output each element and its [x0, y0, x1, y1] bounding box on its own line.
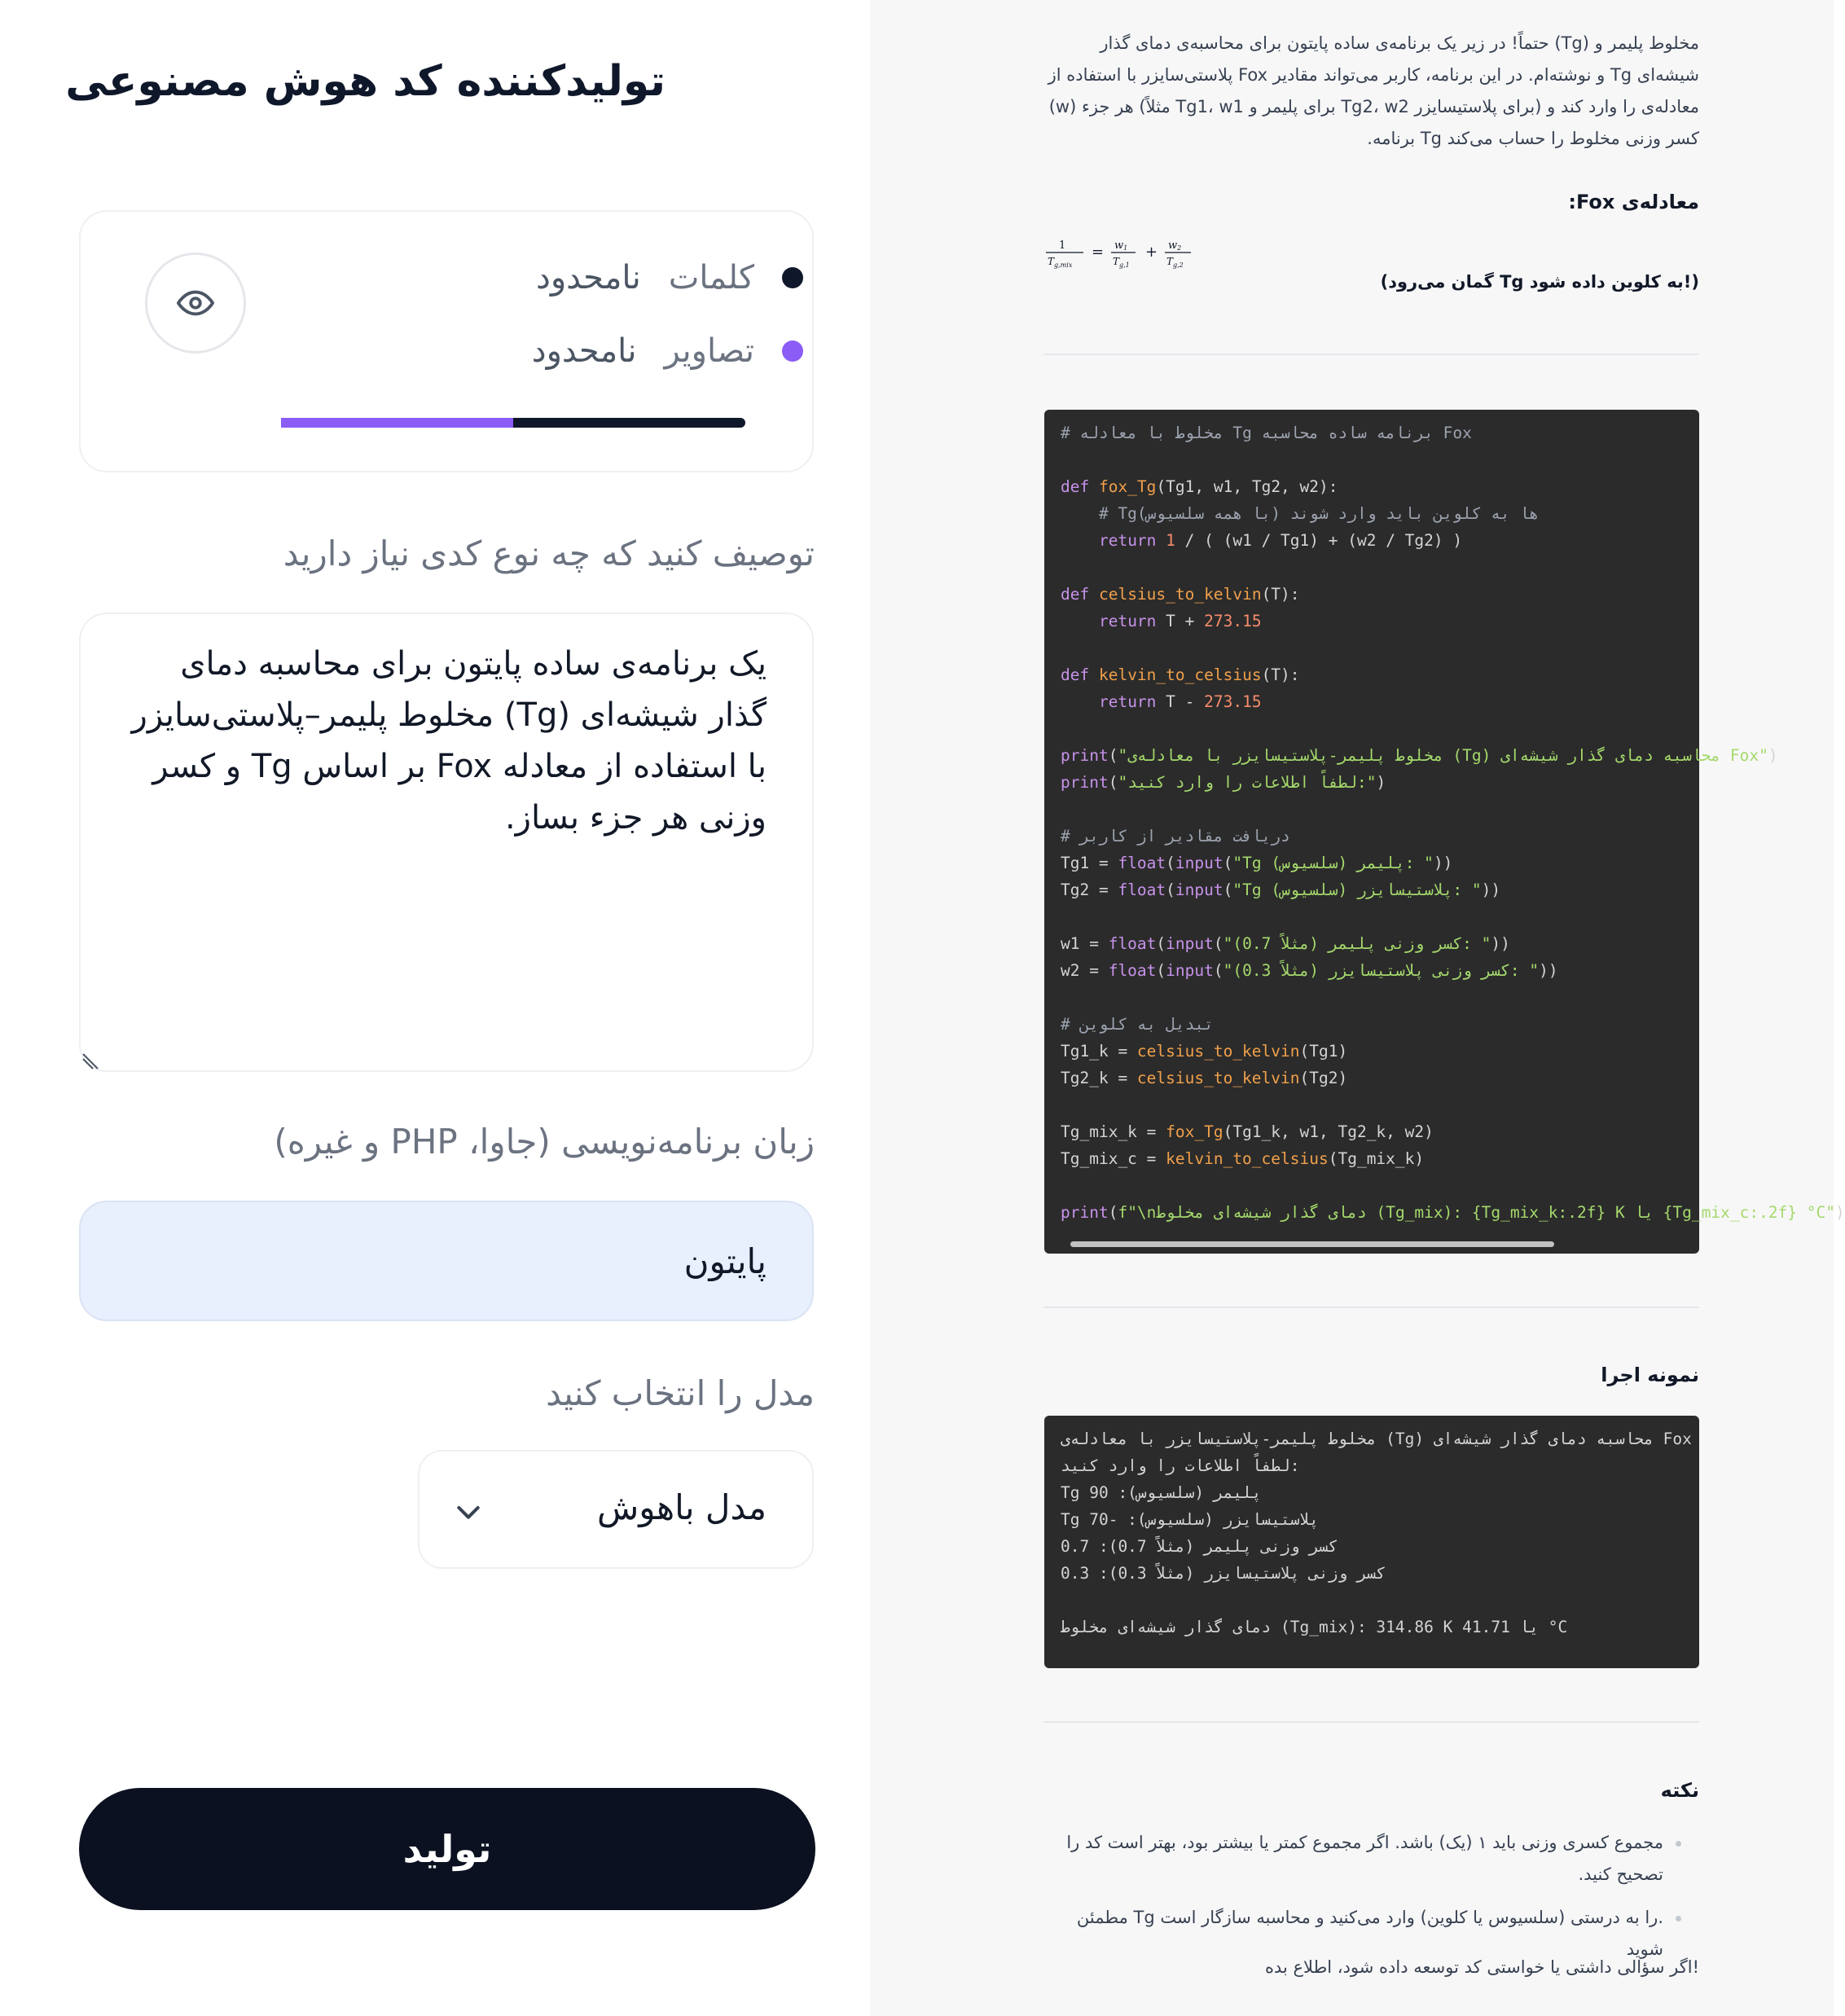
code-line: w1 = float(input("(0.7 مثلاً) کسر وزنی پلیمر: ")): [1061, 934, 1510, 953]
sample-line: مخلوط پلیمر-پلاستیسایزر با معادله‌ی (Tg) محاسبه دمای گذار شیشه‌ای Fox: [1061, 1430, 1692, 1448]
code-line: return 1 / ( (w1 / Tg1) + (w2 / Tg2) ): [1098, 531, 1463, 550]
code-horizontal-scrollbar[interactable]: [1070, 1241, 1554, 1247]
code-line: # مخلوط با معادله Tg برنامه ساده محاسبه Fox: [1061, 424, 1472, 442]
code-line: w2 = float(input("(0.3 مثلاً) کسر وزنی پلاستیسایزر: ")): [1061, 961, 1558, 980]
svg-text:Tg,2: $T_{g,2}$: [1166, 256, 1184, 269]
code-line: [1061, 1172, 1699, 1199]
code-line: # تبدیل به کلوین: [1061, 1015, 1214, 1034]
words-label: کلمات: [668, 259, 754, 296]
svg-text:w2: w2: [1168, 239, 1182, 252]
fox-note: (!به کلوین داده شود Tg گمان می‌رود): [1380, 272, 1699, 292]
code-line: Tg_mix_c = kelvin_to_celsius(Tg_mix_k): [1061, 1149, 1425, 1168]
sample-line: 0.7 :(0.7 مثلاً) کسر وزنی پلیمر: [1061, 1537, 1338, 1556]
model-select[interactable]: [418, 1450, 814, 1569]
sample-line: 0.3 :(0.3 مثلاً) کسر وزنی پلاستیسایزر: [1061, 1564, 1386, 1583]
svg-text:Tg,1: $T_{g,1}$: [1113, 256, 1130, 269]
note-item: مجموع کسری وزنی باید ۱ (یک) باشد. اگر مجموع کمتر یا بیشتر بود، بهتر است کد را تصحیح کنید.: [1043, 1827, 1699, 1891]
code-line: Tg2_k = celsius_to_kelvin(Tg2): [1061, 1069, 1348, 1087]
code-line: return T + 273.15: [1098, 612, 1262, 630]
page-title: تولیدکننده کد هوش مصنوعی: [65, 57, 666, 106]
model-label: مدل را انتخاب کنید: [546, 1373, 815, 1413]
language-input[interactable]: [79, 1201, 814, 1321]
images-value: نامحدود: [531, 332, 637, 370]
words-value: نامحدود: [536, 259, 641, 296]
code-line: print(f"\nدمای گذار شیشه‌ای مخلوط (Tg_mix): {Tg_mix_k:.2f} K یا {Tg_mix_c:.2f} °C"): [1061, 1203, 1845, 1222]
code-line: Tg1 = float(input("Tg (سلسیوس) پلیمر: ")): [1061, 854, 1453, 872]
code-line: [1061, 554, 1699, 581]
code-line: [1061, 446, 1699, 473]
code-line: [1061, 903, 1699, 930]
svg-text:=: =: [1092, 244, 1105, 261]
svg-text:+: +: [1145, 244, 1158, 261]
code-line: return T - 273.15: [1098, 692, 1262, 711]
code-line: # Tg(ها به کلوین باید وارد شوند (با همه سلسیوس: [1061, 504, 1540, 523]
sample-line: دمای گذار شیشه‌ای مخلوط (Tg_mix): 314.86 K یا 41.71 °C: [1061, 1618, 1568, 1636]
words-dot: [782, 267, 803, 288]
code-block[interactable]: [1044, 410, 1845, 1254]
divider-1: [1043, 354, 1699, 355]
intro-text: مخلوط پلیمر و (Tg) حتماً! در زیر یک برنامه‌ی ساده پایتون برای محاسبه‌ی دمای گذار شیشه‌ای Tg و نوشته‌ام. در این برنامه، کاربر می‌تواند مقادیر Fox پلاستی‌سایزر با استفاده از معادله‌ی را وارد کند و (برای پلاستیسایزر Tg2، w2 برای پلیمر و Tg1، w1 مثلاً) هر جزء (w) کسر وزنی مخلوط را حساب می‌کند Tg برنامه.: [1048, 33, 1699, 148]
code-line: [1061, 715, 1699, 742]
code-line: Tg1_k = celsius_to_kelvin(Tg1): [1061, 1042, 1348, 1061]
note-heading: نکته: [1660, 1779, 1699, 1802]
svg-text:w1: w1: [1114, 239, 1128, 252]
language-label: زبان برنامه‌نویسی (جاوا، PHP و غیره): [274, 1122, 815, 1162]
sample-output-block[interactable]: [1044, 1416, 1699, 1668]
generator-panel: [0, 0, 870, 2016]
code-line: Tg_mix_k = fox_Tg(Tg1_k, w1, Tg2_k, w2): [1061, 1122, 1434, 1141]
code-line: # دریافت مقادیر از کاربر: [1061, 827, 1290, 845]
sample-line: لطفاً اطلاعات را وارد کنید:: [1061, 1456, 1300, 1475]
fox-equation: [1044, 238, 1199, 270]
sample-line: Tg 90 :(سلسیوس) پلیمر: [1061, 1483, 1262, 1502]
generate-button[interactable]: تولید: [79, 1788, 815, 1910]
sample-run-heading: نمونه اجرا: [1601, 1364, 1699, 1386]
chevron-down-icon: [452, 1496, 485, 1528]
fox-heading: معادله‌ی Fox:: [1568, 191, 1699, 213]
divider-3: [1043, 1721, 1699, 1723]
toggle-visibility-button[interactable]: [145, 253, 246, 354]
svg-text:Tg,mix: $T_{g,mix}$: [1048, 256, 1073, 269]
code-line: def kelvin_to_celsius(T):: [1061, 665, 1300, 684]
code-line: def fox_Tg(Tg1, w1, Tg2, w2):: [1061, 477, 1338, 496]
code-line: print("لطفاً اطلاعات را وارد کنید:"): [1061, 773, 1386, 792]
usage-progress-bar: [281, 418, 745, 428]
note-list: [1043, 1827, 1699, 1977]
code-line: [1061, 796, 1699, 823]
closing-text: !اگر سؤالی داشتی یا خواستی کد توسعه داده شود، اطلاع بده: [1264, 1957, 1699, 1977]
usage-progress-fill: [281, 418, 513, 428]
resize-handle-icon[interactable]: [81, 1052, 99, 1070]
note-item: .را به درستی (سلسیوس یا کلوین) وارد می‌کنید و محاسبه سازگار است Tg مطمئن شوید: [1043, 1902, 1699, 1965]
description-label: توصیف کنید که چه نوع کدی نیاز دارید: [283, 534, 815, 573]
sample-line: [1061, 1587, 1699, 1614]
code-line: def celsius_to_kelvin(T):: [1061, 585, 1300, 604]
images-dot: [782, 340, 803, 362]
usage-words: [536, 259, 803, 296]
code-line: [1061, 984, 1699, 1011]
sample-line: Tg 70- :(سلسیوس) پلاستیسایزر: [1061, 1510, 1320, 1529]
code-line: [1061, 1091, 1699, 1118]
code-line: print("مخلوط پلیمر-پلاستیسایزر با معادله‌ی (Tg) محاسبه دمای گذار شیشه‌ای Fox": [1061, 746, 1768, 765]
description-textarea[interactable]: یک برنامه‌ی ساده پایتون برای محاسبه دمای گذار شیشه‌ای (Tg) مخلوط پلیمر–پلاستی‌سایزر با استفاده از معادله Fox بر اساس Tg و کسر وزنی هر جزء بساز.: [79, 613, 814, 1072]
images-label: تصاویر: [664, 332, 754, 370]
model-selected-value: مدل باهوش: [596, 1487, 767, 1527]
code-line: [1061, 635, 1699, 661]
usage-images: [532, 332, 803, 370]
svg-text:1: 1: [1059, 239, 1066, 252]
divider-2: [1043, 1307, 1699, 1308]
eye-icon: [177, 284, 214, 322]
code-line: Tg2 = float(input("Tg (سلسیوس) پلاستیسایزر: ")): [1061, 881, 1501, 899]
